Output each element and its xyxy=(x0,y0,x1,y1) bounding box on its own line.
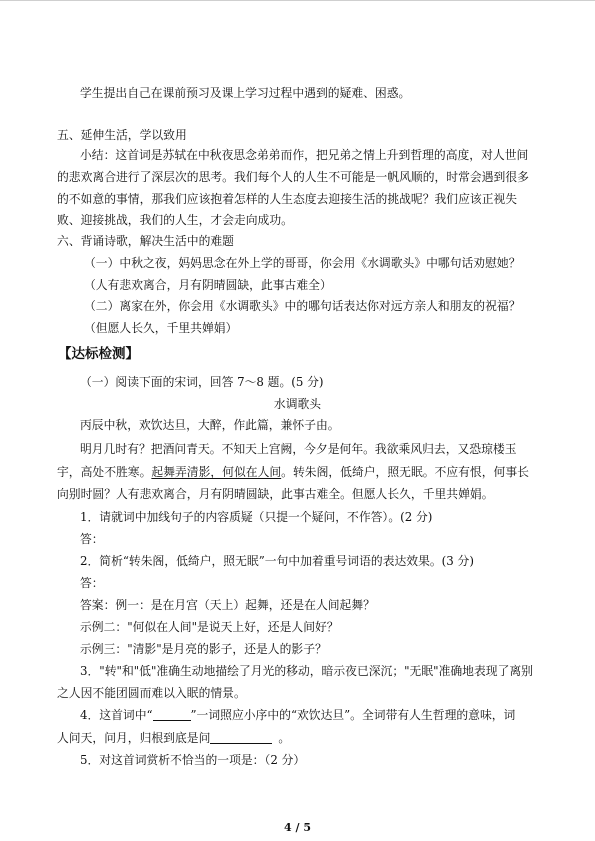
section-5-title: 五、延伸生活，学以致用 xyxy=(57,128,187,142)
question-2: 2．简析“转朱阁，低绮户，照无眠”一句中加着重号词语的表达效果。(3 分) xyxy=(80,554,474,568)
test-instruction: （一）阅读下面的宋词，回答 7～8 题。(5 分) xyxy=(80,375,324,389)
summary-line: 小结：这首词是苏轼在中秋夜思念弟弟而作，把兄弟之情上升到哲理的高度，对人世间 xyxy=(80,148,529,162)
answer-example-1: 答案：例一：是在月宫（天上）起舞，还是在人间起舞？ xyxy=(80,598,375,612)
question-4-line xyxy=(57,730,290,746)
answer-label: 答： xyxy=(80,576,104,590)
question-1: 1．请就词中加线句子的内容质疑（只提一个疑问，不作答）。(2 分) xyxy=(80,510,433,524)
page-number: 4 / 5 xyxy=(284,821,311,834)
question-4 xyxy=(80,707,515,723)
answer-3-line: 3．"转"和"低"准确生动地描绘了月光的移动，暗示夜已深沉；"无眠"准确地表现了离别 xyxy=(80,664,533,678)
answer-example-3: 示例三："清影"是月亮的影子，还是人的影子？ xyxy=(80,642,327,656)
intro-text: 学生提出自己在课前预习及课上学习过程中遇到的疑难、困惑。 xyxy=(80,86,411,100)
poem-title: 水调歌头 xyxy=(273,397,322,411)
question-text: 人问天，问月，归根到底是问 xyxy=(57,731,211,745)
answer-example-2: 示例二："何似在人间"是说天上好，还是人间好？ xyxy=(80,620,339,634)
question-text: ”一词照应小序中的“欢饮达旦”。全词带有人生哲理的意味，词 xyxy=(190,708,516,722)
summary-line: 的悲欢离合进行了深层次的思考。我们每个人的人生不可能是一帆风顺的，时常会遇到很多 xyxy=(57,170,529,184)
test-heading: 【达标检测】 xyxy=(58,346,139,362)
poem-text: 宇，高处不胜寒。 xyxy=(57,465,152,479)
page-top-rule xyxy=(0,0,595,1)
question-text: 4．这首词中“ xyxy=(80,708,153,722)
question-one: （一）中秋之夜，妈妈思念在外上学的哥哥，你会用《水调歌头》中哪句话劝慰她？ xyxy=(84,256,521,270)
answer-3-line: 之人因不能团圆而难以入眠的情景。 xyxy=(57,686,246,700)
summary-line: 败、迎接挑战，我们的人生，才会走向成功。 xyxy=(57,213,293,227)
question-two: （二）离家在外，你会用《水调歌头》中的哪句话表达你对远方亲人和朋友的祝福？ xyxy=(84,299,521,313)
question-text: 。 xyxy=(278,731,291,745)
answer-one: （人有悲欢离合，月有阴晴圆缺，此事古难全） xyxy=(84,278,332,292)
answer-two: （但愿人长久，千里共婵娟） xyxy=(84,321,238,335)
poem-line: 明月几时有？把酒问青天。不知天上宫阙，今夕是何年。我欲乘风归去，又恐琼楼玉 xyxy=(80,442,517,456)
poem-line: 向别时圆？人有悲欢离合，月有阴晴圆缺，此事古难全。但愿人长久，千里共婵娟。 xyxy=(57,487,494,501)
question-5: 5．对这首词赏析不恰当的一项是：（2 分） xyxy=(80,753,306,767)
section-6-title: 六、背诵诗歌，解决生活中的难题 xyxy=(57,234,234,248)
underlined-sentence: 起舞弄清影，何似在人间 xyxy=(151,465,282,479)
fill-blank[interactable] xyxy=(153,708,191,721)
poem-preface: 丙辰中秋，欢饮达旦，大醉，作此篇，兼怀子由。 xyxy=(80,418,340,432)
poem-line xyxy=(57,464,529,480)
summary-line: 的不如意的事情，那我们应该抱着怎样的人生态度去迎接生活的挑战呢？我们应该正视失 xyxy=(57,192,518,206)
fill-blank[interactable] xyxy=(210,731,272,744)
answer-label: 答： xyxy=(80,532,104,546)
poem-text: 。转朱阁，低绮户，照无眠。不应有恨，何事长 xyxy=(281,465,529,479)
